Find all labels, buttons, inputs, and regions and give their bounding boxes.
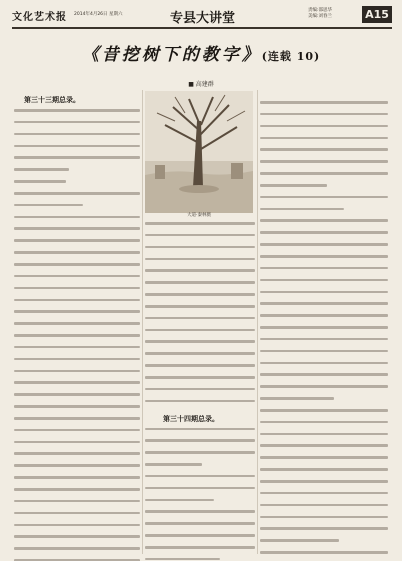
body-text-line bbox=[260, 125, 388, 134]
body-text-line bbox=[260, 444, 388, 453]
page-number: A15 bbox=[362, 6, 392, 23]
body-text-line bbox=[145, 534, 255, 543]
body-text-line bbox=[260, 433, 388, 442]
body-text-line bbox=[145, 400, 255, 409]
body-text-line bbox=[260, 101, 388, 110]
body-text-line bbox=[14, 524, 140, 533]
column-text-lines bbox=[145, 222, 255, 409]
body-text-line bbox=[14, 512, 140, 521]
body-text-line bbox=[260, 148, 388, 157]
body-text-line bbox=[260, 243, 388, 252]
body-text-line bbox=[14, 263, 140, 272]
section-heading: 第三十四期总录。 bbox=[163, 413, 219, 423]
body-text-line bbox=[14, 216, 140, 225]
author-byline: ■ 高建群 bbox=[188, 81, 214, 88]
body-text-line bbox=[260, 504, 388, 513]
body-text-line bbox=[260, 409, 388, 418]
body-text-line bbox=[260, 208, 388, 217]
body-text-line bbox=[260, 516, 388, 525]
body-text-line bbox=[145, 329, 255, 338]
body-text-line bbox=[260, 160, 388, 169]
body-text-line bbox=[145, 439, 255, 448]
body-text-line bbox=[145, 428, 255, 437]
body-text-line bbox=[14, 168, 140, 177]
body-text-line bbox=[145, 293, 255, 302]
body-text-line bbox=[14, 417, 140, 426]
body-text-line bbox=[145, 222, 255, 231]
body-text-line bbox=[14, 346, 140, 355]
body-text-line bbox=[14, 322, 140, 331]
section-heading: 第三十三期总录。 bbox=[24, 95, 80, 104]
column-text-lines bbox=[14, 109, 140, 561]
body-text-line bbox=[145, 305, 255, 314]
body-text-line bbox=[14, 192, 140, 201]
article-photo bbox=[145, 91, 253, 213]
photo-caption: 大道·秦林摄 bbox=[187, 213, 211, 218]
tree-photo-illustration bbox=[145, 91, 253, 213]
body-text-line bbox=[14, 275, 140, 284]
body-text-line bbox=[145, 364, 255, 373]
body-text-line bbox=[260, 267, 388, 276]
body-text-line bbox=[145, 510, 255, 519]
body-text-line bbox=[260, 551, 388, 560]
body-text-line bbox=[260, 137, 388, 146]
body-text-line bbox=[14, 227, 140, 236]
newspaper-name: 文化艺术报 bbox=[12, 12, 67, 23]
body-text-line bbox=[260, 421, 388, 430]
body-text-line bbox=[14, 452, 140, 461]
body-text-line bbox=[260, 456, 388, 465]
body-text-line bbox=[14, 381, 140, 390]
section-title: 专县大讲堂 bbox=[170, 11, 236, 26]
text-column-1 bbox=[14, 90, 140, 561]
body-text-line bbox=[14, 334, 140, 343]
body-text-line bbox=[14, 476, 140, 485]
body-text-line bbox=[145, 234, 255, 243]
body-text-line bbox=[14, 358, 140, 367]
body-text-line bbox=[260, 373, 388, 382]
body-text-line bbox=[14, 535, 140, 544]
body-text-line bbox=[145, 269, 255, 278]
body-text-line bbox=[145, 388, 255, 397]
body-text-line bbox=[14, 109, 140, 118]
body-text-line bbox=[260, 172, 388, 181]
text-column-2 bbox=[145, 219, 255, 561]
body-text-line bbox=[260, 527, 388, 536]
body-text-line bbox=[260, 468, 388, 477]
body-text-line bbox=[14, 121, 140, 130]
body-text-line bbox=[260, 362, 388, 371]
body-text-line bbox=[260, 492, 388, 501]
body-text-line bbox=[260, 113, 388, 122]
body-text-line bbox=[14, 204, 140, 213]
body-text-line bbox=[14, 156, 140, 165]
body-text-line bbox=[260, 302, 388, 311]
body-text-line bbox=[14, 500, 140, 509]
body-text-line bbox=[145, 475, 255, 484]
body-text-line bbox=[14, 239, 140, 248]
body-text-line bbox=[14, 547, 140, 556]
body-text-line bbox=[14, 251, 140, 260]
text-column-3 bbox=[260, 98, 388, 561]
body-text-line bbox=[145, 451, 255, 460]
body-text-line bbox=[145, 376, 255, 385]
body-text-line bbox=[145, 340, 255, 349]
body-text-line bbox=[260, 255, 388, 264]
article-title bbox=[0, 40, 402, 65]
body-text-line bbox=[260, 539, 388, 548]
body-text-line bbox=[260, 231, 388, 240]
body-text-line bbox=[260, 397, 388, 406]
body-text-line bbox=[14, 133, 140, 142]
body-text-line bbox=[260, 314, 388, 323]
body-text-line bbox=[260, 326, 388, 335]
body-text-line bbox=[260, 219, 388, 228]
body-text-line bbox=[260, 184, 388, 193]
body-text-line bbox=[145, 317, 255, 326]
body-text-line bbox=[260, 291, 388, 300]
body-text-line bbox=[14, 310, 140, 319]
body-text-line bbox=[14, 299, 140, 308]
body-text-line bbox=[145, 258, 255, 267]
body-text-line bbox=[145, 487, 255, 496]
body-text-line bbox=[14, 405, 140, 414]
body-text-line bbox=[145, 463, 255, 472]
body-text-line bbox=[14, 488, 140, 497]
series-label: (连载 10) bbox=[261, 50, 321, 63]
column-separator bbox=[142, 90, 143, 554]
body-text-line bbox=[260, 350, 388, 359]
body-text-line bbox=[260, 480, 388, 489]
body-text-line bbox=[14, 464, 140, 473]
body-text-line bbox=[145, 281, 255, 290]
body-text-line bbox=[260, 196, 388, 205]
body-text-line bbox=[260, 279, 388, 288]
editors-credit: 责编:邵思华 美编:刘春兰 bbox=[308, 8, 333, 19]
column-text-lines bbox=[145, 428, 255, 561]
issue-date: 2014年4月26日 星期六 bbox=[74, 12, 123, 17]
article-title-text: 《昔挖树下的教字》 bbox=[81, 45, 262, 65]
body-text-line bbox=[14, 287, 140, 296]
body-text-line bbox=[145, 522, 255, 531]
body-text-line bbox=[145, 499, 255, 508]
body-text-line bbox=[14, 145, 140, 154]
body-text-line bbox=[260, 338, 388, 347]
body-text-line bbox=[14, 393, 140, 402]
header-rule bbox=[12, 27, 392, 29]
column-text-lines bbox=[260, 101, 388, 561]
body-text-line bbox=[14, 429, 140, 438]
body-text-line bbox=[260, 385, 388, 394]
body-text-line bbox=[14, 180, 140, 189]
body-text-line bbox=[14, 370, 140, 379]
column-separator bbox=[257, 90, 258, 554]
body-text-line bbox=[145, 352, 255, 361]
body-text-line bbox=[145, 246, 255, 255]
body-text-line bbox=[145, 546, 255, 555]
body-text-line bbox=[14, 441, 140, 450]
